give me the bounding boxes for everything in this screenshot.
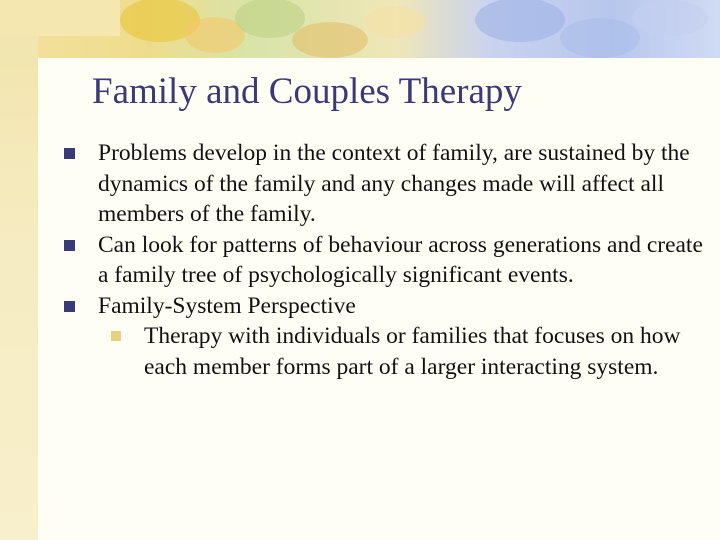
bullet-text: Family-System Perspective [98, 292, 356, 319]
bullet-item [58, 138, 708, 230]
bullet-item [58, 230, 708, 291]
square-bullet-icon [64, 301, 75, 312]
square-bullet-icon [64, 240, 75, 251]
decorative-left-border [0, 60, 38, 540]
decorative-header-artwork [0, 0, 720, 60]
floral-banner-image [0, 0, 720, 60]
square-sub-bullet-icon [111, 331, 121, 341]
sub-bullet-item [58, 321, 708, 382]
bullet-text: Problems develop in the context of family, are sustained by the dynamics of the family and any changes made will affect all members of the family. [98, 140, 690, 227]
bullet-text: Can look for patterns of behaviour across generations and create a family tree of psychologically significant events. [98, 231, 703, 288]
slide-title: Family and Couples Therapy [92, 71, 522, 112]
bullet-item [58, 291, 708, 322]
sub-bullet-text: Therapy with individuals or families that focuses on how each member forms part of a larger interacting system. [144, 323, 681, 380]
bullet-list [58, 138, 708, 382]
square-bullet-icon [64, 148, 75, 159]
